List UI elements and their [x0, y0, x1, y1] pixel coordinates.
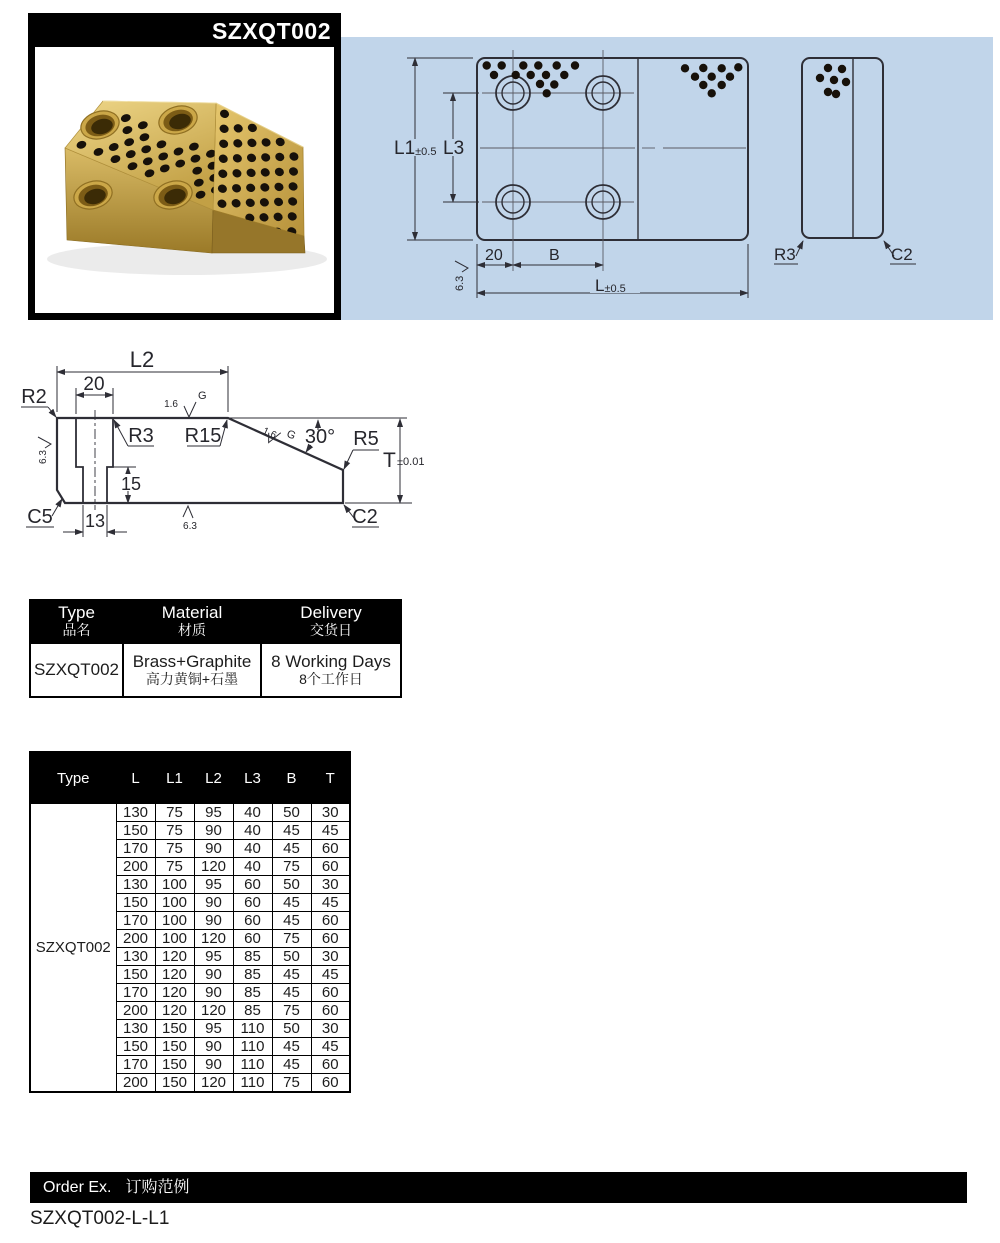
- size-table-cell: 110: [233, 1020, 272, 1038]
- size-table-cell: 120: [194, 1002, 233, 1020]
- size-table-cell: 90: [194, 822, 233, 840]
- size-table-cell: 30: [311, 876, 350, 894]
- roughness-6-3-left-label: 6.3: [38, 450, 49, 464]
- size-table-cell: 75: [272, 1074, 311, 1093]
- size-table-cell: 170: [116, 1056, 155, 1074]
- size-table-cell: 75: [155, 858, 194, 876]
- info-cell-material: Brass+Graphite 高力黄铜+石墨: [123, 643, 261, 697]
- size-table-cell: 50: [272, 1020, 311, 1038]
- size-header-l2: L2: [194, 752, 233, 804]
- product-title: SZXQT002: [211, 18, 331, 44]
- size-table-cell: 60: [311, 1056, 350, 1074]
- r5-label: R5: [353, 428, 379, 450]
- size-table-cell: 130: [116, 804, 155, 822]
- size-table-cell: 45: [272, 966, 311, 984]
- size-table-cell: 120: [155, 966, 194, 984]
- size-table-cell: 90: [194, 1038, 233, 1056]
- size-table-cell: 75: [155, 822, 194, 840]
- size-table-cell: 100: [155, 912, 194, 930]
- info-header-material: Material 材质: [123, 600, 261, 643]
- size-table-cell: 200: [116, 858, 155, 876]
- size-header-type: Type: [30, 752, 116, 804]
- size-table-cell: 110: [233, 1056, 272, 1074]
- side-r3-label: R3: [774, 245, 796, 264]
- size-table-cell: 60: [311, 1074, 350, 1093]
- size-header-l1: L1: [155, 752, 194, 804]
- size-table-cell: 90: [194, 912, 233, 930]
- roughness-1-6-label: 1.6: [164, 399, 178, 410]
- size-table-cell: 120: [155, 984, 194, 1002]
- grind-g-slope-label: G: [284, 427, 298, 443]
- size-table-cell: 170: [116, 984, 155, 1002]
- size-table-cell: 130: [116, 948, 155, 966]
- size-table-cell: 110: [233, 1074, 272, 1093]
- info-header-delivery: Delivery 交货日: [261, 600, 401, 643]
- size-table-cell: 45: [311, 894, 350, 912]
- dim-b-label: B: [549, 247, 560, 264]
- size-table-cell: 60: [233, 912, 272, 930]
- size-table-cell: 40: [233, 840, 272, 858]
- plan-view-drawing: [337, 37, 993, 320]
- profile-drawing-area: [0, 340, 470, 560]
- r2-label: R2: [21, 386, 47, 408]
- size-table-cell: 85: [233, 966, 272, 984]
- dim-l3-label: L3: [443, 138, 465, 159]
- size-table-cell: 130: [116, 876, 155, 894]
- size-table-cell: 150: [116, 966, 155, 984]
- r15-label: R15: [184, 425, 222, 447]
- info-table: [29, 599, 402, 698]
- size-table-cell: 60: [311, 858, 350, 876]
- size-table-cell: 85: [233, 1002, 272, 1020]
- top-view-panel: [337, 37, 993, 320]
- size-table-cell: 45: [311, 822, 350, 840]
- size-table-cell: 120: [194, 1074, 233, 1093]
- angle-30-label: 30°: [304, 426, 336, 448]
- product-photo-frame: [28, 13, 341, 320]
- info-table-row: [30, 643, 401, 697]
- size-table-cell: 75: [155, 840, 194, 858]
- size-table-cell: 120: [155, 948, 194, 966]
- r3-label: R3: [128, 425, 154, 447]
- size-table-cell: 150: [155, 1074, 194, 1093]
- size-table-row: [30, 804, 350, 822]
- size-table-cell: 95: [194, 1020, 233, 1038]
- size-table-cell: 150: [155, 1056, 194, 1074]
- dim-l2-label: L2: [129, 347, 155, 372]
- size-table-cell: 110: [233, 1038, 272, 1056]
- size-table-cell: 40: [233, 822, 272, 840]
- size-table-cell: 60: [311, 984, 350, 1002]
- size-table-cell: 45: [272, 1056, 311, 1074]
- size-table-cell: 75: [155, 804, 194, 822]
- size-table-cell: 45: [272, 822, 311, 840]
- size-table-cell: 60: [233, 930, 272, 948]
- order-example-bar: [30, 1172, 967, 1203]
- size-header-l3: L3: [233, 752, 272, 804]
- size-table-cell: 50: [272, 876, 311, 894]
- size-table-cell: 45: [272, 984, 311, 1002]
- dim-20-label: 20: [485, 247, 503, 264]
- size-table-cell: 75: [272, 930, 311, 948]
- size-table-cell: 95: [194, 804, 233, 822]
- size-table-cell: 45: [272, 912, 311, 930]
- size-table-cell: 60: [311, 930, 350, 948]
- size-table-cell: 45: [311, 966, 350, 984]
- dim-l-label: L±0.5: [595, 276, 626, 295]
- size-table-cell: 90: [194, 1056, 233, 1074]
- dim-13-label: 13: [84, 511, 106, 531]
- size-table-cell: 120: [194, 930, 233, 948]
- size-table-cell: 200: [116, 930, 155, 948]
- order-example-code: SZXQT002-L-L1: [30, 1208, 170, 1229]
- product-photo: [35, 47, 334, 313]
- info-cell-type: SZXQT002: [30, 643, 123, 697]
- order-ex-zh: 订购范例: [125, 1179, 190, 1196]
- dim-20-label: 20: [83, 374, 105, 395]
- size-table-cell: 40: [233, 804, 272, 822]
- size-table-cell: 90: [194, 894, 233, 912]
- size-header-t: T: [311, 752, 350, 804]
- size-table-cell: 95: [194, 876, 233, 894]
- size-table-cell: 60: [311, 912, 350, 930]
- size-header-l: L: [116, 752, 155, 804]
- brass-block-illustration: [35, 47, 334, 313]
- roughness-icon: [455, 261, 468, 272]
- size-table-cell: 120: [194, 858, 233, 876]
- dim-t-label: T: [383, 449, 396, 472]
- c5-label: C5: [27, 506, 53, 528]
- size-table-cell: 150: [116, 1038, 155, 1056]
- dim-15-label: 15: [120, 474, 142, 494]
- size-table-cell: 50: [272, 804, 311, 822]
- c2-label: C2: [352, 506, 378, 528]
- size-header-b: B: [272, 752, 311, 804]
- size-table-cell: 30: [311, 948, 350, 966]
- size-table-type-cell: SZXQT002: [30, 804, 116, 1093]
- size-table-cell: 130: [116, 1020, 155, 1038]
- roughness-6-3-bottom-label: 6.3: [183, 521, 197, 532]
- size-table-cell: 100: [155, 894, 194, 912]
- size-table-cell: 200: [116, 1074, 155, 1093]
- size-table-header-row: [30, 752, 350, 804]
- order-ex-en: Order Ex.: [43, 1179, 112, 1196]
- size-table-cell: 120: [155, 1002, 194, 1020]
- size-table-cell: 45: [272, 1038, 311, 1056]
- size-table-cell: 30: [311, 1020, 350, 1038]
- size-table-cell: 45: [272, 894, 311, 912]
- grind-g-label: G: [198, 390, 207, 402]
- size-table: [29, 751, 351, 1093]
- size-table-cell: 90: [194, 966, 233, 984]
- size-table-cell: 150: [155, 1020, 194, 1038]
- roughness-6-3-label: 6.3: [454, 275, 466, 291]
- size-table-cell: 75: [272, 1002, 311, 1020]
- size-table-cell: 150: [155, 1038, 194, 1056]
- size-table-cell: 75: [272, 858, 311, 876]
- size-table-cell: 50: [272, 948, 311, 966]
- size-table-cell: 170: [116, 840, 155, 858]
- size-table-cell: 60: [311, 1002, 350, 1020]
- info-header-type: Type 品名: [30, 600, 123, 643]
- size-table-cell: 150: [116, 822, 155, 840]
- roughness-1-6-slope-label: 1.6: [260, 425, 278, 442]
- size-table-cell: 150: [116, 894, 155, 912]
- side-c2-label: C2: [891, 245, 913, 264]
- size-table-cell: 170: [116, 912, 155, 930]
- dim-l1-label: L1±0.5: [394, 138, 437, 159]
- size-table-cell: 100: [155, 876, 194, 894]
- size-table-cell: 100: [155, 930, 194, 948]
- size-table-cell: 90: [194, 984, 233, 1002]
- size-table-cell: 95: [194, 948, 233, 966]
- dim-t-tol-label: ±0.01: [397, 456, 425, 468]
- size-table-cell: 90: [194, 840, 233, 858]
- info-table-header-row: [30, 600, 401, 643]
- size-table-cell: 45: [272, 840, 311, 858]
- size-table-cell: 85: [233, 984, 272, 1002]
- profile-drawing: [0, 340, 470, 560]
- size-table-cell: 45: [311, 1038, 350, 1056]
- size-table-cell: 30: [311, 804, 350, 822]
- size-table-cell: 200: [116, 1002, 155, 1020]
- size-table-cell: 60: [311, 840, 350, 858]
- size-table-cell: 40: [233, 858, 272, 876]
- size-table-cell: 60: [233, 876, 272, 894]
- info-cell-delivery: 8 Working Days 8个工作日: [261, 643, 401, 697]
- size-table-cell: 60: [233, 894, 272, 912]
- size-table-cell: 85: [233, 948, 272, 966]
